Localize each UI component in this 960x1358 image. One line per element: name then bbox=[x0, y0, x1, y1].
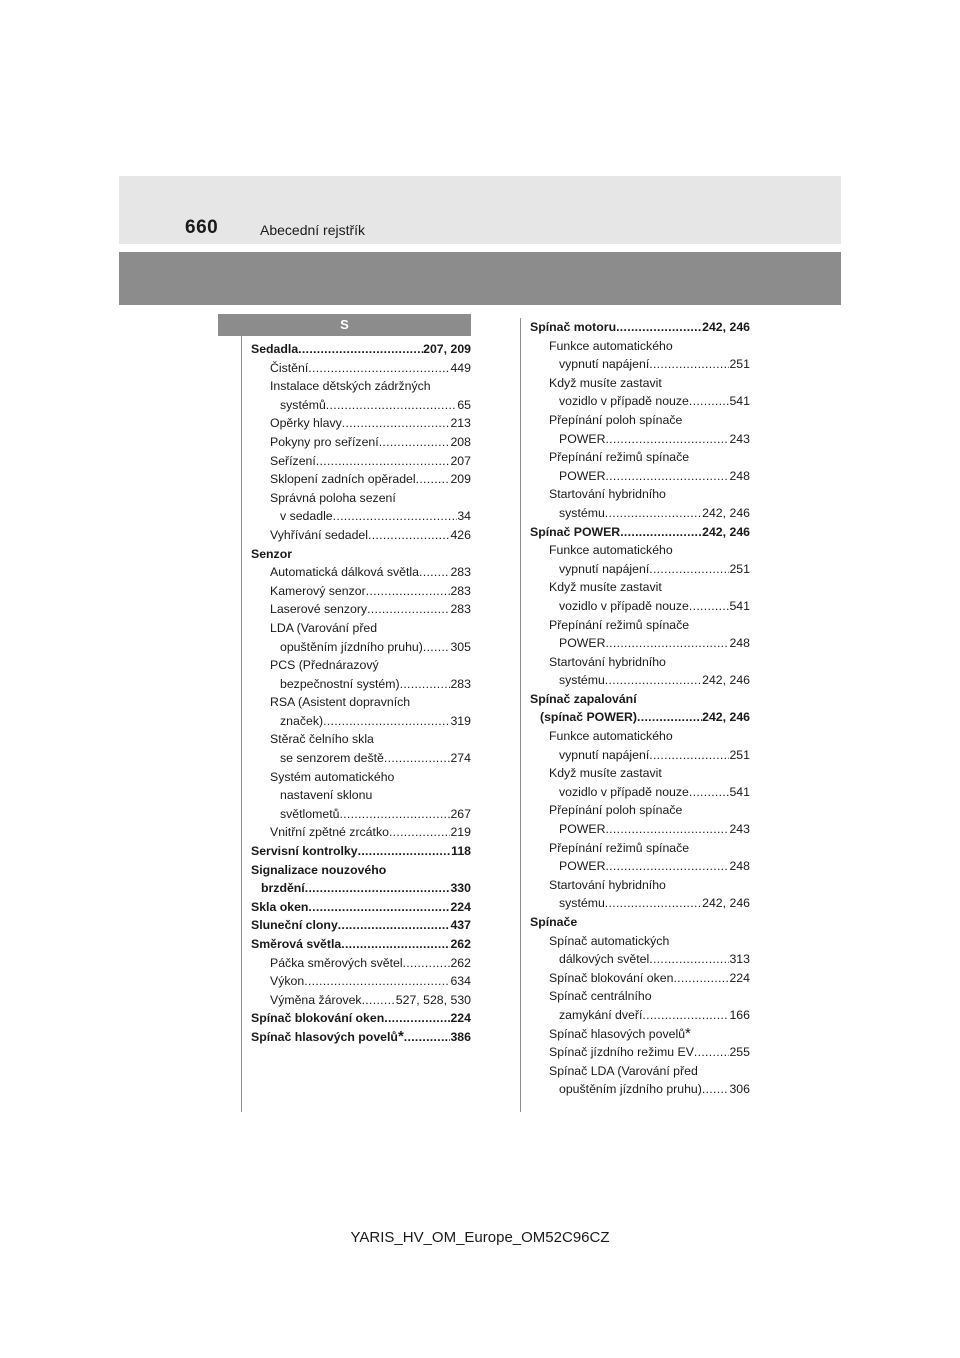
index-entry-label: v sedadle bbox=[280, 509, 333, 524]
index-entry-pages: 386 bbox=[450, 1029, 471, 1044]
index-entry bbox=[530, 857, 750, 876]
index-entry-pages: 248 bbox=[729, 636, 750, 651]
index-letter-heading: S bbox=[218, 314, 471, 336]
index-entry-pages: 224 bbox=[450, 899, 471, 914]
header-dark-band bbox=[119, 252, 841, 305]
index-entry bbox=[251, 1009, 471, 1028]
index-entry-label: Spínače bbox=[530, 915, 578, 929]
index-entry-label: Přepínání poloh spínače bbox=[549, 803, 683, 818]
index-entry bbox=[530, 392, 750, 411]
index-entry-label: Startování hybridního bbox=[549, 654, 666, 669]
index-entry bbox=[251, 786, 471, 805]
index-entry bbox=[530, 1062, 750, 1081]
index-entry bbox=[530, 839, 750, 858]
dot-leader bbox=[304, 972, 450, 991]
index-entry-pages: 283 bbox=[450, 676, 471, 691]
index-entry bbox=[251, 470, 471, 489]
dot-leader bbox=[649, 355, 729, 374]
dot-leader bbox=[416, 470, 451, 489]
index-entry bbox=[530, 430, 750, 449]
index-entry-pages: 283 bbox=[450, 565, 471, 580]
index-entry-label: vozidlo v případě nouze bbox=[559, 784, 689, 799]
index-entry-label: světlometů bbox=[280, 806, 340, 821]
index-entry-pages: 248 bbox=[729, 468, 750, 483]
index-entry-pages: 319 bbox=[450, 713, 471, 728]
index-entry bbox=[251, 377, 471, 396]
index-entry-pages: 34 bbox=[457, 509, 471, 524]
index-entry-label: RSA (Asistent dopravních bbox=[270, 695, 411, 710]
index-entry-pages: 283 bbox=[450, 583, 471, 598]
dot-leader bbox=[616, 318, 702, 337]
index-entry: Spínač hlasových povelů * ..... 386 bbox=[251, 1028, 471, 1047]
index-entry-label: systému bbox=[559, 505, 605, 520]
index-entry-pages: 242, 246 bbox=[702, 673, 750, 688]
index-entry-label: Spínač blokování oken bbox=[549, 970, 674, 985]
dot-leader bbox=[694, 1043, 730, 1062]
index-entry-label: opuštěním jízdního pruhu) bbox=[559, 1082, 702, 1097]
index-entry-label: Když musíte zastavit bbox=[549, 375, 662, 390]
index-entry bbox=[530, 764, 750, 783]
index-entry bbox=[530, 411, 750, 430]
index-entry-pages: 242, 246 bbox=[702, 710, 750, 725]
dot-leader bbox=[305, 879, 451, 898]
index-entry-label: Startování hybridního bbox=[549, 877, 666, 892]
index-entry-label: vozidlo v případě nouze bbox=[559, 598, 689, 613]
index-entry-pages: 541 bbox=[729, 784, 750, 799]
index-entry-label: Senzor bbox=[251, 546, 292, 561]
index-entry bbox=[251, 619, 471, 638]
index-entry bbox=[251, 489, 471, 508]
index-entry-label: vypnutí napájení bbox=[559, 357, 650, 372]
index-entry bbox=[251, 433, 471, 452]
index-entry-pages: 426 bbox=[450, 527, 471, 542]
index-entry-label: Kamerový senzor bbox=[270, 583, 366, 598]
index-entry-label: Když musíte zastavit bbox=[549, 766, 662, 781]
index-entry-label: Přepínání poloh spínače bbox=[549, 412, 683, 427]
index-entry: Spínač hlasových povelů * bbox=[549, 1024, 691, 1042]
index-entry bbox=[251, 712, 471, 731]
index-entry-label: se senzorem deště bbox=[280, 751, 384, 766]
index-entry bbox=[530, 337, 750, 356]
index-entry-pages: 242, 246 bbox=[702, 524, 750, 539]
index-entry bbox=[530, 318, 750, 337]
index-entry bbox=[251, 954, 471, 973]
dot-leader bbox=[298, 340, 423, 359]
dot-leader bbox=[366, 582, 451, 601]
index-entry-pages: 274 bbox=[450, 751, 471, 766]
dot-leader bbox=[384, 749, 451, 768]
index-entry bbox=[251, 675, 471, 694]
index-entry-pages: 267 bbox=[450, 806, 471, 821]
index-entry bbox=[530, 950, 750, 969]
index-entry-label: zamykání dveří bbox=[559, 1007, 643, 1022]
dot-leader bbox=[689, 597, 730, 616]
dot-leader bbox=[326, 396, 458, 415]
dot-leader bbox=[316, 452, 451, 471]
index-entry-label: Spínač zapalování bbox=[530, 691, 637, 706]
dot-leader bbox=[368, 526, 450, 545]
dot-leader bbox=[605, 467, 729, 486]
dot-leader bbox=[384, 1009, 450, 1028]
index-entry bbox=[251, 359, 471, 378]
index-entry-label: Servisní kontrolky bbox=[251, 844, 358, 859]
index-entry-label: Spínač jízdního režimu EV bbox=[549, 1045, 694, 1060]
dot-leader bbox=[605, 671, 702, 690]
index-entry bbox=[251, 563, 471, 582]
dot-leader bbox=[605, 430, 729, 449]
index-entry bbox=[530, 727, 750, 746]
index-entry-label: bezpečnostní systém) bbox=[280, 676, 400, 691]
index-entry-pages: 242, 246 bbox=[702, 505, 750, 520]
index-entry bbox=[251, 972, 471, 991]
index-entry-label: POWER bbox=[559, 636, 606, 651]
index-entry-label: dálkových světel bbox=[559, 952, 650, 967]
dot-leader bbox=[389, 823, 451, 842]
index-entry-label: systému bbox=[559, 673, 605, 688]
index-entry bbox=[530, 653, 750, 672]
index-entry-pages: 224 bbox=[450, 1011, 471, 1026]
index-entry-label: Směrová světla bbox=[251, 937, 342, 951]
index-entry-label: systémů bbox=[280, 397, 326, 412]
index-entry-pages: 262 bbox=[450, 937, 471, 951]
index-entry-label: Laserové senzory bbox=[270, 602, 368, 617]
index-entry-pages: 224 bbox=[729, 970, 750, 985]
index-entry-label: Přepínání režimů spínače bbox=[549, 840, 690, 855]
index-entry bbox=[530, 467, 750, 486]
index-entry bbox=[530, 783, 750, 802]
dot-leader bbox=[605, 504, 702, 523]
index-entry-pages: 251 bbox=[729, 747, 750, 762]
index-entry bbox=[530, 876, 750, 895]
dot-leader bbox=[642, 1006, 729, 1025]
index-entry-pages: 207 bbox=[450, 453, 471, 468]
index-entry-label: vypnutí napájení bbox=[559, 747, 650, 762]
index-entry-label: Spínač motoru bbox=[530, 320, 617, 334]
index-entry-label: POWER bbox=[559, 859, 606, 874]
index-entry bbox=[251, 545, 471, 564]
index-entry-label: Automatická dálková světla bbox=[270, 565, 420, 580]
dot-leader bbox=[620, 523, 702, 542]
index-entry-pages: 209 bbox=[450, 472, 471, 487]
index-entry bbox=[251, 768, 471, 787]
index-entry-pages: 251 bbox=[729, 561, 750, 576]
index-entry-pages: 248 bbox=[729, 859, 750, 874]
index-entry bbox=[251, 656, 471, 675]
index-entry bbox=[530, 634, 750, 653]
index-entry-pages: 213 bbox=[450, 416, 471, 431]
index-entry-label: Instalace dětských zádržných bbox=[270, 379, 431, 394]
index-entry-label: POWER bbox=[559, 431, 606, 446]
index-entry bbox=[530, 616, 750, 635]
index-entry-pages: 208 bbox=[450, 434, 471, 449]
index-entry bbox=[530, 1043, 750, 1062]
index-entry-label: systému bbox=[559, 896, 605, 911]
index-entry-pages: 306 bbox=[729, 1082, 750, 1097]
index-entry-label: Vnitřní zpětné zrcátko bbox=[270, 825, 389, 840]
dot-leader bbox=[649, 560, 729, 579]
index-entry bbox=[251, 600, 471, 619]
index-entry bbox=[530, 504, 750, 523]
index-entry-label: brzdění bbox=[261, 881, 305, 896]
column-divider-left bbox=[241, 336, 242, 1112]
dot-leader bbox=[605, 634, 729, 653]
index-entry bbox=[530, 485, 750, 504]
index-entry-label: Sklopení zadních opěradel bbox=[270, 472, 416, 487]
index-entry-pages: 255 bbox=[729, 1045, 750, 1060]
column-divider-middle bbox=[520, 318, 521, 1112]
index-entry-label: Funkce automatického bbox=[549, 729, 673, 744]
index-entry bbox=[251, 823, 471, 842]
index-entry-label: Signalizace nouzového bbox=[251, 862, 387, 877]
index-entry bbox=[530, 690, 750, 709]
index-entry-pages: 283 bbox=[450, 602, 471, 617]
index-entry bbox=[251, 898, 471, 917]
index-entry-pages: 242, 246 bbox=[702, 896, 750, 911]
index-entry-label: Spínač POWER bbox=[530, 524, 621, 539]
index-entry-pages: 305 bbox=[450, 639, 471, 654]
index-entry-label: Spínač LDA (Varování před bbox=[549, 1063, 698, 1078]
dot-leader bbox=[689, 783, 730, 802]
index-entry bbox=[530, 801, 750, 820]
index-entry bbox=[530, 578, 750, 597]
index-entry-label: Funkce automatického bbox=[549, 543, 673, 558]
index-entry-label: Opěrky hlavy bbox=[270, 416, 342, 431]
index-entry bbox=[251, 749, 471, 768]
dot-leader bbox=[403, 954, 451, 973]
index-entry bbox=[251, 452, 471, 471]
index-entry bbox=[530, 932, 750, 951]
index-entry-pages: 527, 528, 530 bbox=[395, 992, 471, 1007]
index-entry-pages: 118 bbox=[451, 844, 471, 859]
dot-leader bbox=[423, 638, 451, 657]
page-number: 660 bbox=[185, 217, 219, 238]
index-entry-pages: 449 bbox=[450, 360, 471, 375]
dot-leader bbox=[649, 950, 729, 969]
index-entry-label: Seřízení bbox=[270, 453, 316, 468]
index-entry bbox=[530, 560, 750, 579]
index-entry-label: Stěrač čelního skla bbox=[270, 732, 374, 747]
index-entry-pages: 251 bbox=[729, 357, 750, 372]
index-entry-pages: 437 bbox=[450, 918, 471, 933]
index-entry bbox=[251, 414, 471, 433]
dot-leader bbox=[339, 805, 450, 824]
index-entry-label: Přepínání režimů spínače bbox=[549, 617, 690, 632]
dot-leader bbox=[605, 894, 702, 913]
dot-leader bbox=[637, 708, 702, 727]
index-entry bbox=[530, 820, 750, 839]
index-entry-label: Výměna žárovek bbox=[270, 992, 362, 1007]
dot-leader bbox=[338, 916, 451, 935]
index-entry bbox=[530, 671, 750, 690]
index-entry bbox=[251, 507, 471, 526]
index-entry-pages: 541 bbox=[729, 394, 750, 409]
index-column-right bbox=[530, 318, 750, 1099]
dot-leader bbox=[419, 563, 450, 582]
index-entry bbox=[251, 861, 471, 880]
dot-leader bbox=[400, 675, 451, 694]
index-entry bbox=[530, 969, 750, 988]
index-entry-label: Spínač automatických bbox=[549, 933, 670, 948]
index-entry bbox=[251, 805, 471, 824]
index-entry-pages: 262 bbox=[450, 955, 471, 970]
dot-leader bbox=[341, 935, 450, 954]
index-entry bbox=[530, 894, 750, 913]
index-entry bbox=[251, 693, 471, 712]
index-entry-pages: 207, 209 bbox=[423, 342, 471, 356]
index-entry-pages: 313 bbox=[729, 952, 750, 967]
index-entry-label: Spínač hlasových povelů bbox=[251, 1029, 398, 1044]
index-entry bbox=[251, 991, 471, 1010]
index-entry-pages: 219 bbox=[450, 825, 471, 840]
index-entry bbox=[251, 340, 471, 359]
index-entry-label: Funkce automatického bbox=[549, 338, 673, 353]
index-entry-pages: 166 bbox=[729, 1007, 750, 1022]
index-entry-pages: 65 bbox=[457, 397, 471, 412]
dot-leader bbox=[702, 1080, 730, 1099]
index-entry-label: PCS (Přednárazový bbox=[270, 658, 379, 673]
index-entry-label: Sedadla bbox=[251, 342, 299, 356]
index-entry-label: LDA (Varování před bbox=[270, 620, 378, 635]
dot-leader bbox=[605, 820, 729, 839]
index-entry-label: značek) bbox=[280, 713, 324, 728]
dot-leader bbox=[379, 433, 451, 452]
index-entry-label: Systém automatického bbox=[270, 769, 395, 784]
dot-leader bbox=[358, 842, 452, 861]
index-column-left bbox=[251, 340, 471, 1047]
index-entry bbox=[530, 355, 750, 374]
document-footer: YARIS_HV_OM_Europe_OM52C96CZ bbox=[350, 1229, 610, 1246]
index-entry-label: Čistění bbox=[270, 360, 309, 375]
index-entry-label: Výkon bbox=[270, 974, 305, 989]
index-entry bbox=[251, 730, 471, 749]
index-entry-label: opuštěním jízdního pruhu) bbox=[280, 639, 423, 654]
index-entry-label: Pokyny pro seřízení bbox=[270, 434, 379, 449]
section-title: Abecední rejstřík bbox=[260, 222, 366, 238]
index-entry-label: Spínač hlasových povelů bbox=[549, 1026, 686, 1041]
dot-leader bbox=[649, 746, 729, 765]
index-entry-label: vypnutí napájení bbox=[559, 561, 650, 576]
index-entry-label: Spínač blokování oken bbox=[251, 1011, 385, 1026]
dot-leader bbox=[308, 359, 450, 378]
index-entry-label: (spínač POWER) bbox=[540, 710, 638, 725]
index-entry bbox=[251, 396, 471, 415]
index-entry-label: Skla oken bbox=[251, 899, 309, 914]
index-entry bbox=[251, 842, 471, 861]
index-entry bbox=[530, 1006, 750, 1025]
index-entry bbox=[530, 597, 750, 616]
dot-leader bbox=[605, 857, 729, 876]
index-entry-label: Správná poloha sezení bbox=[270, 490, 396, 505]
index-entry-pages: 634 bbox=[450, 974, 471, 989]
index-entry-label: Přepínání režimů spínače bbox=[549, 450, 690, 465]
index-entry-pages: 242, 246 bbox=[702, 320, 750, 334]
index-entry bbox=[530, 987, 750, 1006]
index-entry bbox=[251, 582, 471, 601]
index-entry-label: vozidlo v případě nouze bbox=[559, 394, 689, 409]
index-entry-label: Sluneční clony bbox=[251, 918, 338, 933]
header-band bbox=[119, 176, 841, 244]
index-entry bbox=[251, 916, 471, 935]
index-entry-label: POWER bbox=[559, 468, 606, 483]
dot-leader bbox=[673, 969, 729, 988]
index-entry bbox=[530, 448, 750, 467]
index-entry bbox=[251, 879, 471, 898]
index-entry-pages: 330 bbox=[450, 881, 471, 896]
index-entry bbox=[530, 541, 750, 560]
index-entry bbox=[530, 746, 750, 765]
index-entry bbox=[530, 708, 750, 727]
index-entry bbox=[530, 523, 750, 542]
index-entry-pages: 541 bbox=[729, 598, 750, 613]
index-entry-label: Vyhřívání sedadel bbox=[270, 527, 368, 542]
index-entry bbox=[530, 374, 750, 393]
index-entry bbox=[251, 935, 471, 954]
index-entry bbox=[251, 638, 471, 657]
index-entry bbox=[530, 1080, 750, 1099]
dot-leader bbox=[308, 898, 450, 917]
dot-leader bbox=[404, 1028, 451, 1047]
dot-leader bbox=[333, 507, 458, 526]
dot-leader bbox=[362, 991, 396, 1010]
dot-leader bbox=[367, 600, 450, 619]
index-entry bbox=[530, 913, 750, 932]
index-entry bbox=[251, 526, 471, 545]
dot-leader bbox=[342, 414, 451, 433]
index-entry-label: Když musíte zastavit bbox=[549, 580, 662, 595]
index-entry-label: Páčka směrových světel bbox=[270, 955, 403, 970]
index-entry-label: nastavení sklonu bbox=[280, 788, 373, 803]
dot-leader bbox=[689, 392, 730, 411]
index-entry-pages: 243 bbox=[729, 822, 750, 837]
dot-leader bbox=[323, 712, 450, 731]
index-entry-label: POWER bbox=[559, 822, 606, 837]
index-entry-pages: 243 bbox=[729, 431, 750, 446]
index-entry-label: Spínač centrálního bbox=[549, 989, 652, 1004]
index-entry-label: Startování hybridního bbox=[549, 487, 666, 502]
